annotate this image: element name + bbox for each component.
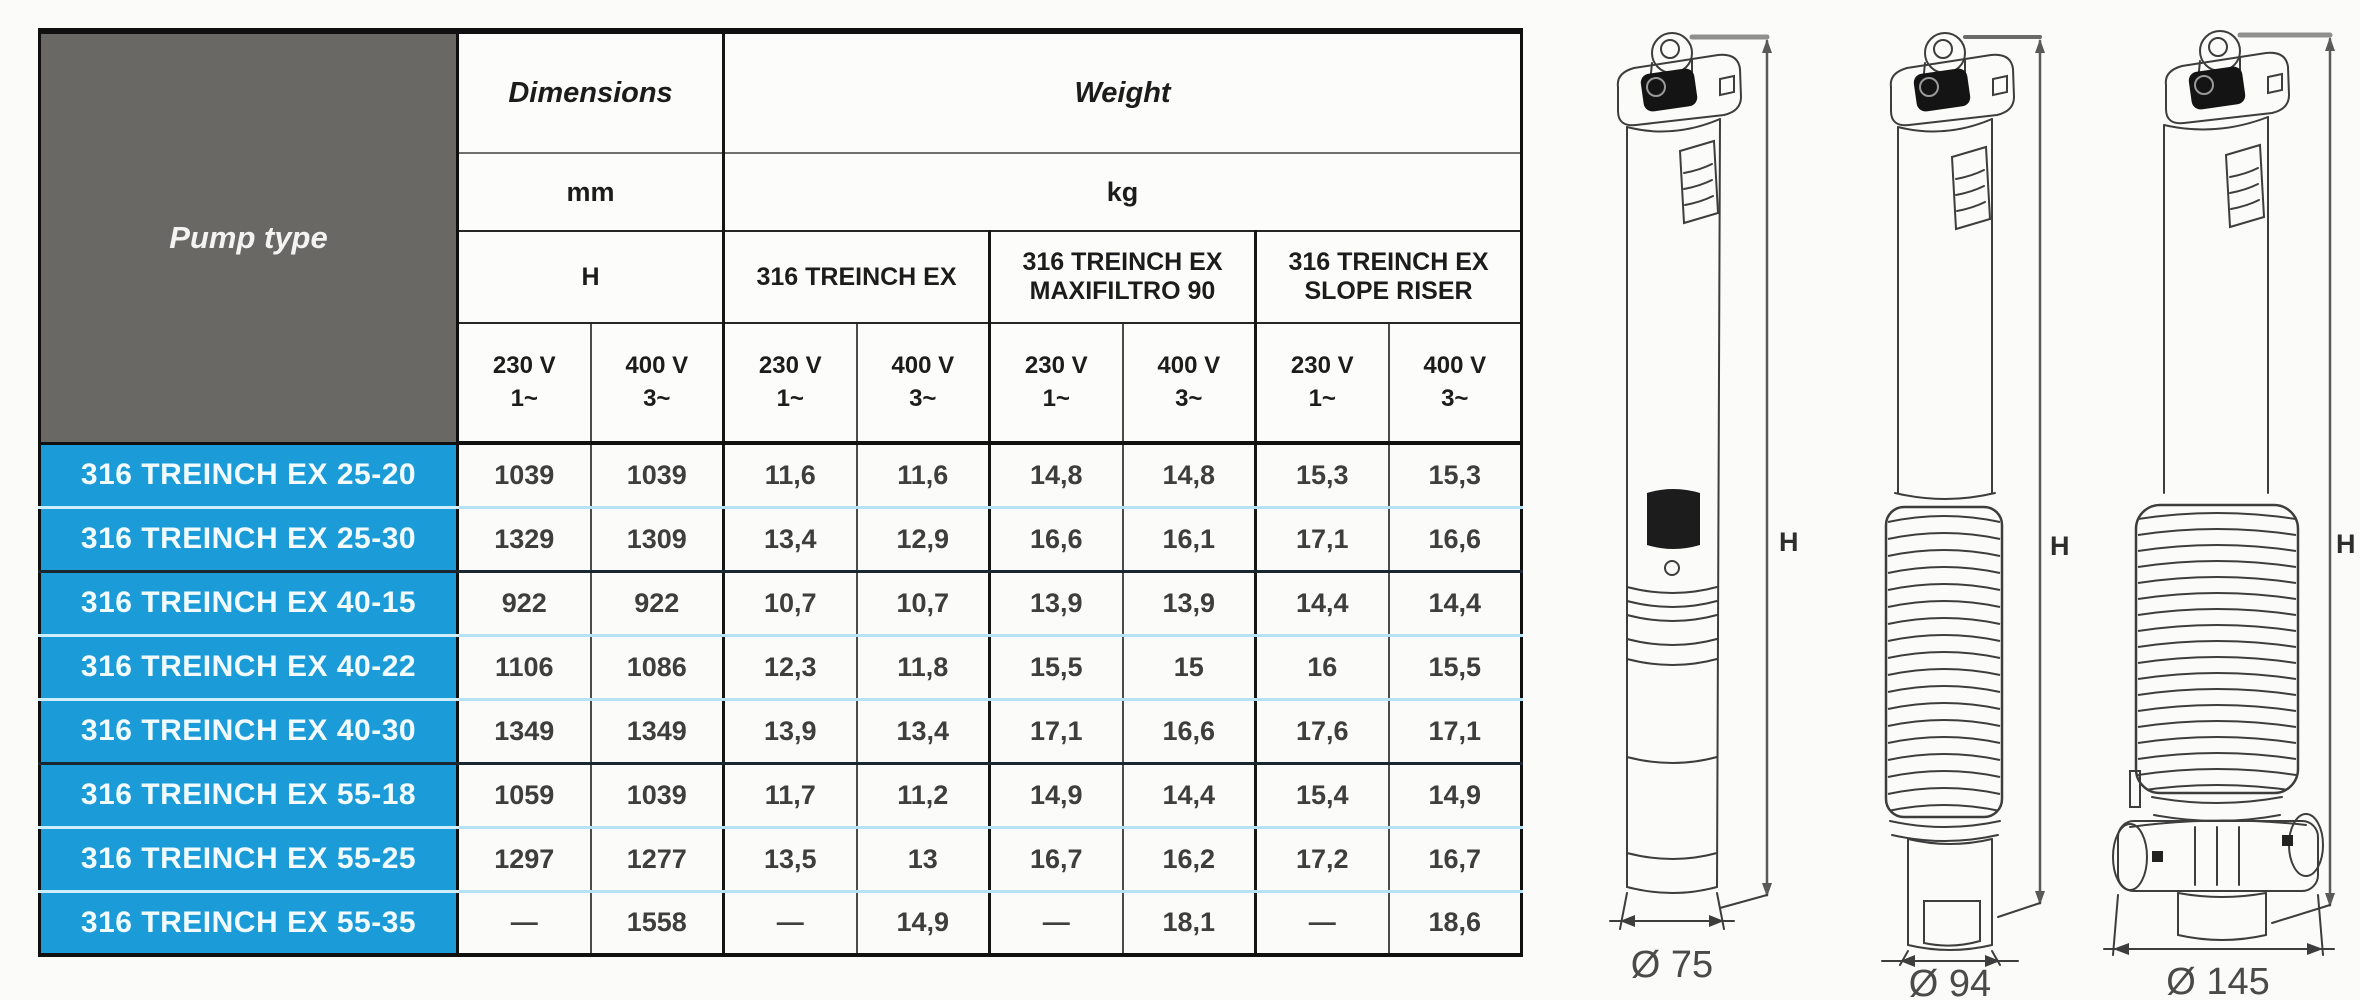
weight-header: Weight	[724, 31, 1522, 153]
value-cell: 1277	[591, 827, 724, 891]
table-row	[40, 891, 1522, 955]
voltage-header: 230 V 1~	[990, 323, 1123, 443]
value-cell: 13,4	[857, 699, 990, 763]
height-dim-label: H	[2336, 529, 2356, 559]
pump-type-cell: 316 TREINCH EX 55-25	[40, 827, 458, 891]
value-cell: 16,1	[1123, 507, 1256, 571]
value-cell: 16	[1256, 635, 1389, 699]
unit-kg-header: kg	[724, 153, 1522, 231]
bellows-filter	[1886, 507, 2002, 817]
value-cell: 17,1	[990, 699, 1123, 763]
value-cell: 11,7	[724, 763, 857, 827]
pump-body	[2164, 117, 2268, 493]
height-dim-label: H	[2050, 531, 2070, 561]
pump-spec-table	[38, 28, 1523, 957]
value-cell: 18,6	[1389, 891, 1522, 955]
value-cell: 15,4	[1256, 763, 1389, 827]
value-cell: 16,6	[990, 507, 1123, 571]
value-cell: 1309	[591, 507, 724, 571]
pump-type-header: Pump type	[40, 31, 458, 443]
value-cell: 14,4	[1256, 571, 1389, 635]
value-cell: 14,4	[1123, 763, 1256, 827]
voltage-header: 230 V 1~	[724, 323, 857, 443]
value-cell: —	[458, 891, 591, 955]
value-cell: 16,6	[1123, 699, 1256, 763]
unit-mm-header: mm	[458, 153, 724, 231]
value-cell: 922	[591, 571, 724, 635]
value-cell: —	[1256, 891, 1389, 955]
value-cell: 16,2	[1123, 827, 1256, 891]
spec-table-container	[38, 28, 1523, 957]
pump-type-cell: 316 TREINCH EX 25-30	[40, 507, 458, 571]
value-cell: 13	[857, 827, 990, 891]
voltage-header: 400 V 3~	[1389, 323, 1522, 443]
value-cell: 15,5	[1389, 635, 1522, 699]
dim-tie-bottom	[2272, 905, 2330, 923]
voltage-header: 230 V 1~	[458, 323, 591, 443]
value-cell: 13,9	[990, 571, 1123, 635]
value-cell: 15,5	[990, 635, 1123, 699]
table-row	[40, 443, 1522, 507]
pump-type-cell: 316 TREINCH EX 55-18	[40, 763, 458, 827]
pump-drawing-maxifiltro	[1840, 15, 2090, 1000]
group-line1: 316 TREINCH EX	[1022, 248, 1223, 277]
value-cell: 1039	[591, 443, 724, 507]
group-line1: 316 TREINCH EX	[756, 262, 957, 291]
value-cell: 1349	[458, 699, 591, 763]
voltage-header: 400 V 3~	[1123, 323, 1256, 443]
pump-type-cell: 316 TREINCH EX 40-15	[40, 571, 458, 635]
voltage-header: 400 V 3~	[857, 323, 990, 443]
value-cell: 15	[1123, 635, 1256, 699]
pump-type-cell: 316 TREINCH EX 40-22	[40, 635, 458, 699]
value-cell: 16,7	[1389, 827, 1522, 891]
value-cell: 13,9	[1123, 571, 1256, 635]
value-cell: 922	[458, 571, 591, 635]
nameplate	[1680, 141, 1718, 223]
value-cell: 1297	[458, 827, 591, 891]
value-cell: 11,2	[857, 763, 990, 827]
value-cell: 1039	[458, 443, 591, 507]
dim-ext-lines	[2113, 895, 2323, 955]
pump-drawing-slope-riser	[2100, 15, 2360, 1000]
value-cell: 1558	[591, 891, 724, 955]
value-cell: —	[724, 891, 857, 955]
nameplate	[1952, 147, 1990, 229]
value-cell: 13,4	[724, 507, 857, 571]
value-cell: 10,7	[857, 571, 990, 635]
group-header-slope-riser	[1256, 231, 1522, 323]
diameter-label: Ø 75	[1630, 944, 1714, 986]
dim-ext-lines	[1620, 893, 1724, 929]
value-cell: 17,1	[1256, 507, 1389, 571]
pump-body	[1898, 119, 1992, 493]
height-dim-label: H	[1779, 527, 1799, 557]
value-cell: 13,5	[724, 827, 857, 891]
value-cell: 1329	[458, 507, 591, 571]
table-row	[40, 507, 1522, 571]
group-line2: MAXIFILTRO 90	[1029, 277, 1216, 305]
value-cell: 17,6	[1256, 699, 1389, 763]
table-row	[40, 763, 1522, 827]
value-cell: 16,7	[990, 827, 1123, 891]
pump-type-cell: 316 TREINCH EX 40-30	[40, 699, 458, 763]
value-cell: 14,8	[1123, 443, 1256, 507]
value-cell: 15,3	[1256, 443, 1389, 507]
voltage-header: 230 V 1~	[1256, 323, 1389, 443]
pump-drawing-standard	[1580, 15, 1830, 1000]
dim-tie-bottom	[1998, 903, 2040, 917]
group-header-treinch-ex	[724, 231, 990, 323]
diameter-label: Ø 94	[1908, 963, 1992, 1000]
diameter-label: Ø 145	[2166, 961, 2270, 1000]
suction-screen	[1647, 489, 1700, 549]
value-cell: 1059	[458, 763, 591, 827]
value-cell: 14,9	[990, 763, 1123, 827]
pump-type-cell: 316 TREINCH EX 25-20	[40, 443, 458, 507]
table-row	[40, 827, 1522, 891]
value-cell: 14,9	[1389, 763, 1522, 827]
value-cell: 1349	[591, 699, 724, 763]
value-cell: 16,6	[1389, 507, 1522, 571]
table-row	[40, 635, 1522, 699]
lifting-eye-icon	[1925, 33, 1965, 73]
dimensions-header: Dimensions	[458, 31, 724, 153]
nameplate	[2226, 145, 2264, 227]
lifting-eye-icon	[2200, 31, 2240, 71]
value-cell: 11,6	[724, 443, 857, 507]
value-cell: 17,1	[1389, 699, 1522, 763]
value-cell: 17,2	[1256, 827, 1389, 891]
value-cell: —	[990, 891, 1123, 955]
value-cell: 13,9	[724, 699, 857, 763]
dim-tie-bottom	[1720, 895, 1767, 908]
value-cell: 15,3	[1389, 443, 1522, 507]
value-cell: 1086	[591, 635, 724, 699]
value-cell: 10,7	[724, 571, 857, 635]
value-cell: 14,8	[990, 443, 1123, 507]
group-line2: SLOPE RISER	[1304, 277, 1473, 305]
value-cell: 1106	[458, 635, 591, 699]
value-cell: 12,9	[857, 507, 990, 571]
value-cell: 18,1	[1123, 891, 1256, 955]
value-cell: 11,8	[857, 635, 990, 699]
value-cell: 1039	[591, 763, 724, 827]
value-cell: 11,6	[857, 443, 990, 507]
bellows-filter	[2136, 505, 2298, 793]
value-cell: 14,9	[857, 891, 990, 955]
table-row	[40, 699, 1522, 763]
voltage-header: 400 V 3~	[591, 323, 724, 443]
h-column-header: H	[458, 231, 724, 323]
outlet-cylinder	[2178, 893, 2266, 935]
value-cell: 12,3	[724, 635, 857, 699]
pump-type-cell: 316 TREINCH EX 55-35	[40, 891, 458, 955]
table-row	[40, 571, 1522, 635]
lifting-eye-icon	[1652, 33, 1692, 73]
value-cell: 14,4	[1389, 571, 1522, 635]
group-header-maxifiltro	[990, 231, 1256, 323]
group-line1: 316 TREINCH EX	[1288, 248, 1489, 277]
